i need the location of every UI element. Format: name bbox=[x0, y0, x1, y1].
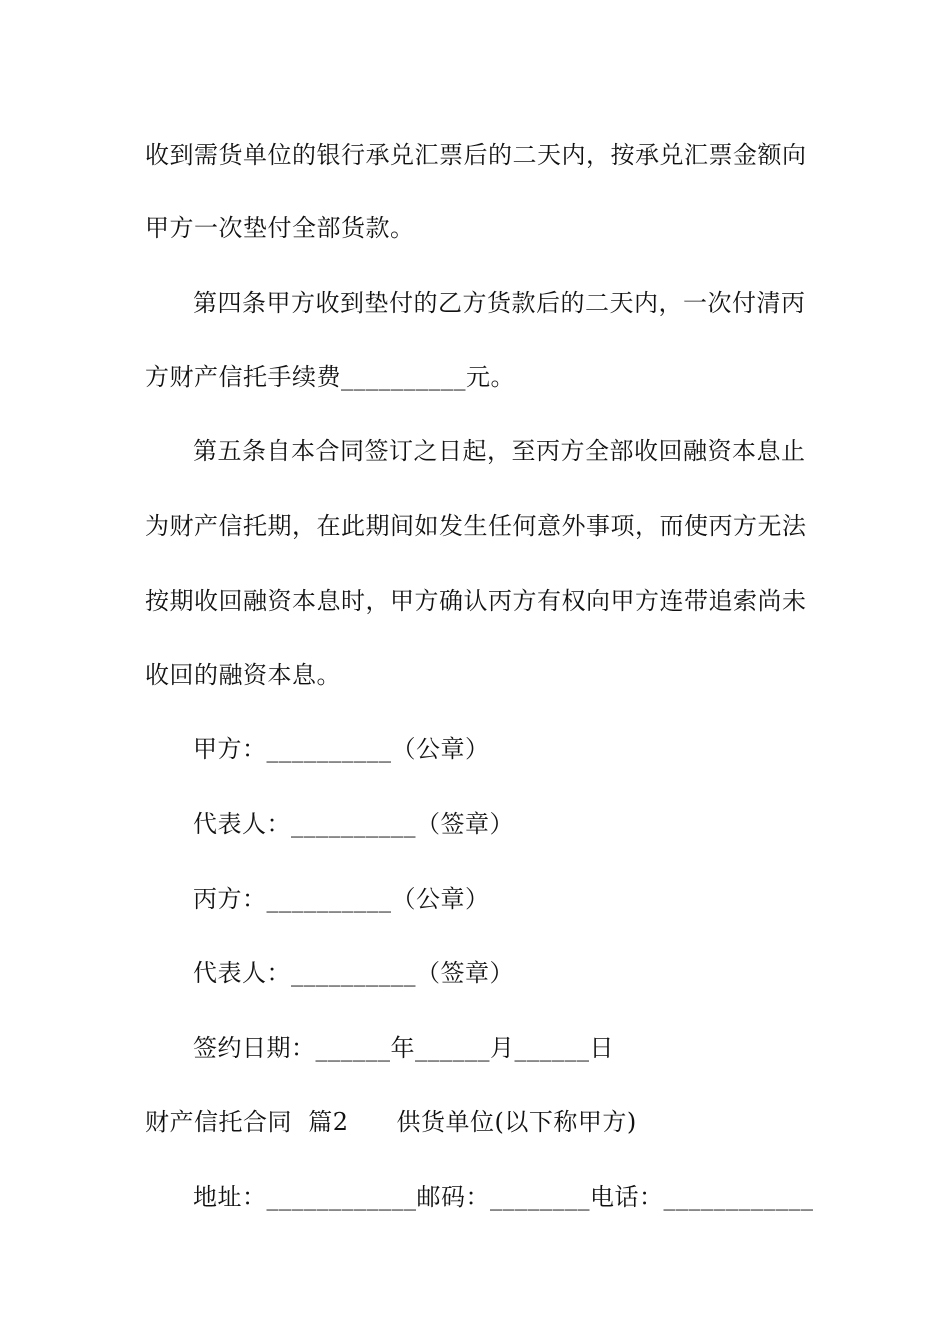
paragraph-line: 收回的融资本息。 bbox=[145, 661, 341, 689]
contract-title: 财产信托合同 篇2 bbox=[145, 1108, 349, 1136]
article-5-line: 第五条自本合同签订之日起，至丙方全部收回融资本息止 bbox=[193, 437, 806, 465]
paragraph-line: 按期收回融资本息时，甲方确认丙方有权向甲方连带追索尚未 bbox=[145, 587, 807, 615]
party-a-signature: 甲方：__________（公章） bbox=[193, 735, 490, 763]
paragraph-line: 方财产信托手续费__________元。 bbox=[145, 363, 515, 391]
paragraph-line: 为财产信托期，在此期间如发生任何意外事项，而使丙方无法 bbox=[145, 512, 807, 540]
party-c-representative: 代表人：__________（签章） bbox=[193, 959, 514, 987]
supplier-label: 供货单位(以下称甲方) bbox=[396, 1108, 637, 1136]
paragraph-line: 甲方一次垫付全部货款。 bbox=[145, 214, 415, 242]
article-4-line: 第四条甲方收到垫付的乙方货款后的二天内，一次付清丙 bbox=[193, 289, 806, 317]
paragraph-line: 收到需货单位的银行承兑汇票后的二天内，按承兑汇票金额向 bbox=[145, 141, 807, 169]
address-line: 地址：____________邮码：________电话：____________ bbox=[193, 1183, 814, 1211]
party-c-signature: 丙方：__________（公章） bbox=[193, 885, 490, 913]
section-heading bbox=[145, 1107, 637, 1137]
signing-date: 签约日期：______年______月______日 bbox=[193, 1034, 614, 1062]
party-a-representative: 代表人：__________（签章） bbox=[193, 810, 514, 838]
